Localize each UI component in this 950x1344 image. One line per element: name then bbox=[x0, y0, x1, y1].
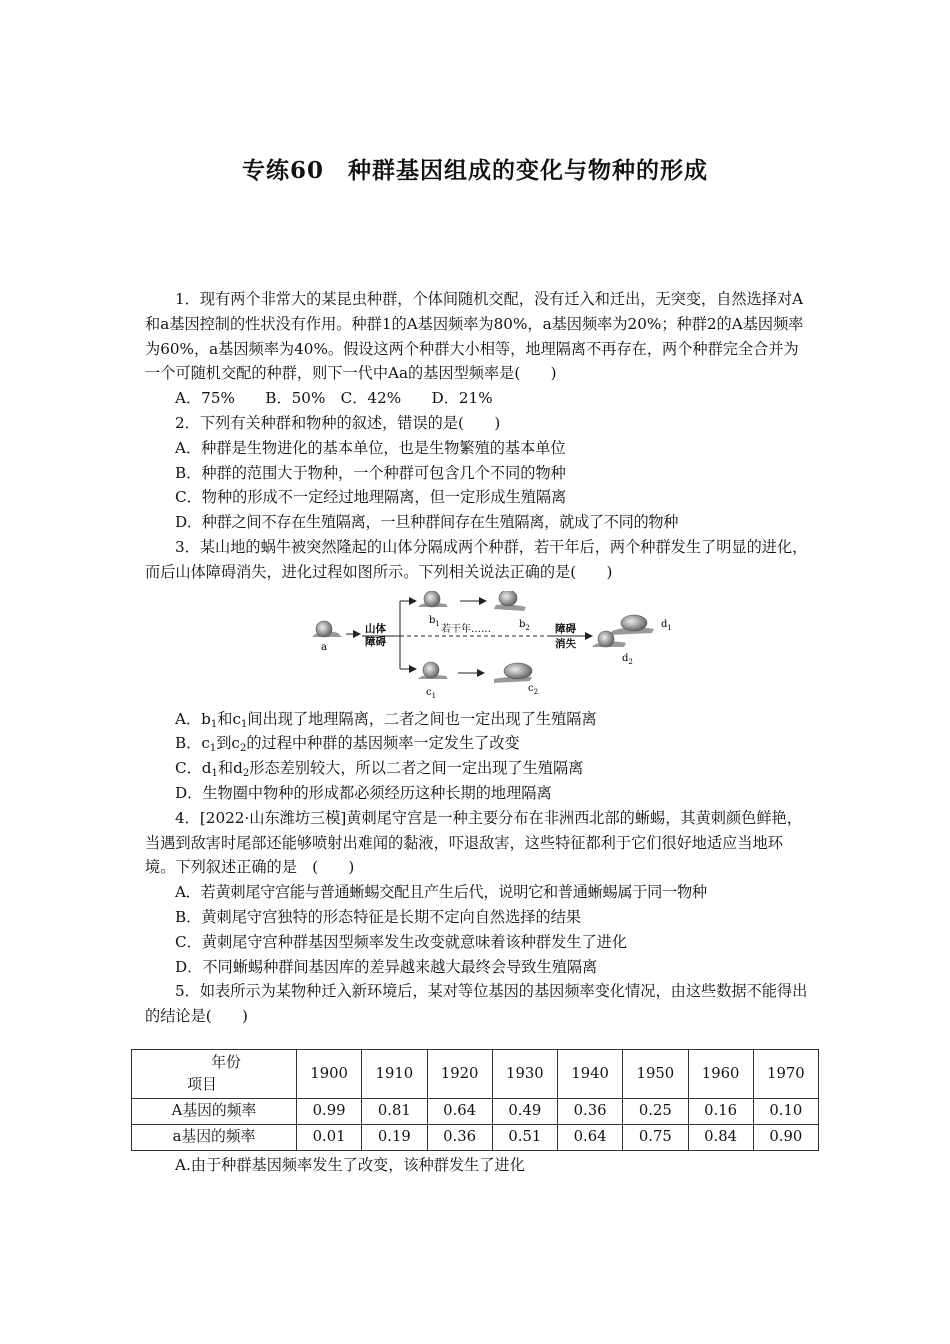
q3-option-d: D．生物圈中物种的形成都必须经历这种长期的地理隔离 bbox=[175, 783, 552, 802]
q2-option-b: B．种群的范围大于物种，一个种群可包含几个不同的物种 bbox=[175, 463, 566, 482]
label-c2: $c_2$ bbox=[528, 682, 539, 696]
table-cell: 0.25 bbox=[623, 1098, 688, 1124]
q2-stem: 2．下列有关种群和物种的叙述，错误的是( ) bbox=[175, 413, 501, 432]
row-label: a基因的频率 bbox=[132, 1124, 297, 1150]
year-header: 1910 bbox=[362, 1049, 427, 1098]
label-c1: $c_1$ bbox=[426, 686, 437, 700]
q1-options: A．75% B．50% C．42% D．21% bbox=[175, 389, 493, 408]
table-cell: 0.01 bbox=[297, 1124, 362, 1150]
table-cell: 0.36 bbox=[558, 1098, 623, 1124]
table-cell: 0.84 bbox=[688, 1124, 753, 1150]
snail-d1-icon bbox=[610, 615, 654, 635]
q2-option-d: D．种群之间不存在生殖隔离，一旦种群间存在生殖隔离，就成了不同的物种 bbox=[175, 513, 679, 532]
table-cell: 0.81 bbox=[362, 1098, 427, 1124]
table-corner-header: 年份 项目 bbox=[132, 1049, 297, 1098]
snail-evolution-diagram bbox=[145, 591, 810, 707]
q4-stem: 4．[2022·山东潍坊三模]黄刺尾守宫是一种主要分布在非洲西北部的蜥蜴，其黄刺颜色鲜艳，当遇到敌害时尾部还能够喷射出难闻的黏液，吓退敌害，这些特征都利于它们很好地适应当地环境。下列叙述正确的是 ( ) bbox=[145, 808, 802, 877]
q3-option-a: A．$b_1$和$c_1$间出现了地理隔离，二者之间也一定出现了生殖隔离 bbox=[175, 709, 597, 730]
table-cell: 0.51 bbox=[492, 1124, 557, 1150]
question-list bbox=[145, 287, 810, 1177]
page-title: 专练60 种群基因组成的变化与物种的形成 bbox=[241, 157, 708, 184]
q4-option-a: A．若黄刺尾守宫能与普通蜥蜴交配且产生后代，说明它和普通蜥蜴属于同一物种 bbox=[175, 883, 707, 902]
snail-a-icon bbox=[312, 621, 342, 637]
label-barrier-1: 山体 bbox=[365, 622, 386, 635]
table-cell: 0.99 bbox=[297, 1098, 362, 1124]
table-cell: 0.64 bbox=[558, 1124, 623, 1150]
label-vanish-1: 障碍 bbox=[555, 622, 576, 635]
year-header: 1970 bbox=[753, 1049, 818, 1098]
table-cell: 0.64 bbox=[427, 1098, 492, 1124]
label-barrier-2: 障碍 bbox=[365, 635, 386, 648]
year-header: 1950 bbox=[623, 1049, 688, 1098]
q3-option-b: B．$c_1$到$c_2$的过程中种群的基因频率一定发生了改变 bbox=[175, 734, 520, 755]
table-cell: 0.10 bbox=[753, 1098, 818, 1124]
snail-b2-icon bbox=[494, 591, 526, 611]
label-years: 若干年…… bbox=[441, 623, 491, 635]
year-header: 1940 bbox=[558, 1049, 623, 1098]
gene-frequency-table bbox=[131, 1049, 819, 1151]
table-cell: 0.90 bbox=[753, 1124, 818, 1150]
q4-option-b: B．黄刺尾守宫独特的形态特征是长期不定向自然选择的结果 bbox=[175, 907, 582, 926]
label-a: a bbox=[321, 641, 327, 653]
q4-option-d: D．不同蜥蜴种群间基因库的差异越来越大最终会导致生殖隔离 bbox=[175, 957, 598, 976]
snail-b1-icon bbox=[418, 591, 448, 607]
q5-stem: 5．如表所示为某物种迁入新环境后，某对等位基因的基因频率变化情况，由这些数据不能得出的结论是( ) bbox=[145, 982, 808, 1026]
table-cell: 0.36 bbox=[427, 1124, 492, 1150]
table-row bbox=[132, 1124, 819, 1150]
snail-c1-icon bbox=[418, 662, 448, 679]
table-cell: 0.19 bbox=[362, 1124, 427, 1150]
year-header: 1920 bbox=[427, 1049, 492, 1098]
table-cell: 0.49 bbox=[492, 1098, 557, 1124]
label-d2: $d_2$ bbox=[622, 652, 633, 666]
label-b1: $b_1$ bbox=[429, 614, 440, 628]
table-header-row bbox=[132, 1049, 819, 1098]
label-b2: $b_2$ bbox=[519, 618, 530, 632]
row-label: A基因的频率 bbox=[132, 1098, 297, 1124]
table-cell: 0.75 bbox=[623, 1124, 688, 1150]
q5-option-a: A.由于种群基因频率发生了改变，该种群发生了进化 bbox=[175, 1155, 525, 1174]
q4-option-c: C．黄刺尾守宫种群基因型频率发生改变就意味着该种群发生了进化 bbox=[175, 932, 628, 951]
label-d1: $d_1$ bbox=[661, 618, 672, 632]
table-row bbox=[132, 1098, 819, 1124]
q2-option-a: A．种群是生物进化的基本单位，也是生物繁殖的基本单位 bbox=[175, 438, 566, 457]
year-header: 1900 bbox=[297, 1049, 362, 1098]
snail-c2-icon bbox=[494, 663, 532, 683]
q1-stem: 1．现有两个非常大的某昆虫种群，个体间随机交配，没有迁入和迁出，无突变，自然选择对A和a基因控制的性状没有作用。种群1的A基因频率为80%，a基因频率为20%；种群2的A基因频率为60%，a基因频率为40%。假设这两个种群大小相等，地理隔离不再存在，两个种群完全合并为一个可随机交配的种群，则下一代中Aa的基因型频率是( ) bbox=[145, 290, 804, 383]
label-vanish-2: 消失 bbox=[555, 637, 576, 650]
q2-option-c: C．物种的形成不一定经过地理隔离，但一定形成生殖隔离 bbox=[175, 488, 567, 507]
q3-option-c: C．$d_1$和$d_2$形态差别较大，所以二者之间一定出现了生殖隔离 bbox=[175, 759, 584, 780]
year-header: 1960 bbox=[688, 1049, 753, 1098]
q3-stem: 3．某山地的蜗牛被突然隆起的山体分隔成两个种群，若干年后，两个种群发生了明显的进化，而后山体障碍消失，进化过程如图所示。下列相关说法正确的是( ) bbox=[145, 537, 808, 581]
year-header: 1930 bbox=[492, 1049, 557, 1098]
table-cell: 0.16 bbox=[688, 1098, 753, 1124]
